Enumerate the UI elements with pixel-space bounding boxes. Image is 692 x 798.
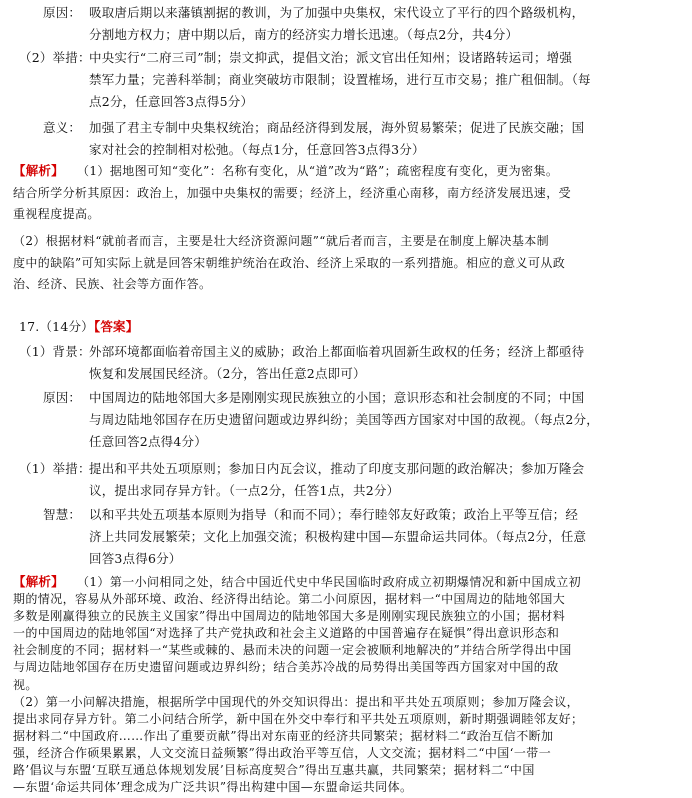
q17-analysis-line-13: —东盟‘命运共同体’理念成为广泛共识”得出构建中国—东盟命运共同体。 [13,780,413,794]
q17-analysis-line-4: 一的中国周边的陆地邻国“对选择了共产党执政和社会主义道路的中国普遍存在疑惧”得出意识形态和 [13,626,560,640]
q16-significance-line-2: 家对社会的控制相对松弛。（每点1分，任意回答3点得3分） [89,142,425,157]
q17-answer-tag: 【答案】 [93,319,139,334]
q16-analysis-line-4: （2）根据材料“就前者而言，主要是壮大经济资源问题”“就后者而言，主要是在制度上解决基本制 [13,234,550,248]
q17-analysis-line-3: 多数是刚赢得独立的民族主义国家”得出中国周边的陆地邻国大多是刚刚实现民族独立的小国；据材料 [13,609,566,623]
q16-analysis-line-2: 结合所学分析其原因：政治上，加强中央集权的需要；经济上，经济重心南移，南方经济发展迅速，受 [13,186,572,200]
q17-analysis-line-6: 与周边陆地邻国存在历史遗留问题或边界纠纷；结合美苏冷战的局势得出美国等西方国家对中国的敌 [13,660,559,674]
q16-measures-line-1: 中央实行“二府三司”制；崇文抑武，提倡文治；派文官出任知州；设诸路转运司；增强 [89,50,573,65]
q17-analysis-line-1: （1）第一小问相同之处，结合中国近代史中华民国临时政府成立初期爆情况和新中国成立初 [77,575,582,589]
q16-analysis-line-6: 治、经济、民族、社会等方面作答。 [13,277,212,291]
q16-analysis-line-1: （1）据地图可知“变化”：名称有变化，从“道”改为“路”；疏密程度有变化，更为密集。 [77,164,559,178]
q17-background-line-1: 外部环境都面临着帝国主义的威胁；政治上都面临着巩固新生政权的任务；经济上都亟待 [89,344,585,359]
q17-reason-line-1: 中国周边的陆地邻国大多是刚刚实现民族独立的小国；意识形态和社会制度的不同；中国 [89,390,585,405]
q17-wisdom-line-3: 回答3点得6分） [89,551,182,566]
q17-header [19,318,138,336]
q16-analysis-tag: 【解析】 [13,163,64,178]
q17-measures-line-1: 提出和平共处五项原则；参加日内瓦会议，推动了印度支那问题的政治解决；参加万隆会 [89,461,585,476]
q17-wisdom-label: 智慧： [43,507,82,522]
q17-analysis-line-2: 期的情况，容易从外部环境、政治、经济得出结论。第二小问原因，据材料一“中国周边的陆地邻国大 [13,592,566,606]
q16-analysis-line-5: 度中的缺陷”可知实际上就是回答宋朝维护统治在政治、经济上采取的一系列措施。相应的意义可从政 [13,256,566,270]
q16-reason-label: 原因： [43,5,82,20]
q17-analysis-line-8: （2）第一小问解决措施，根据所学中国现代的外交知识得出：提出和平共处五项原则；参加万隆会议， [13,695,580,709]
q17-measures-prefix: （1）举措： [19,461,91,476]
q17-analysis-tag: 【解析】 [13,574,64,589]
q17-number: 17.（14分） [19,319,94,334]
q17-reason-line-2: 与周边陆地邻国存在历史遗留问题或边界纠纷；美国等西方国家对中国的敌视。（每点2分， [89,412,599,427]
q17-analysis-line-7: 视。 [13,678,38,692]
q16-measures-prefix: （2）举措： [19,50,91,65]
q16-reason-line-1: 吸取唐后期以来藩镇割据的教训，为了加强中央集权，宋代设立了平行的四个路级机构， [89,5,585,20]
q16-reason-line-2: 分割地方权力；唐中期以后，南方的经济实力增长迅速。（每点2分，共4分） [89,27,519,42]
q17-reason-line-3: 任意回答2点得4分） [89,434,207,449]
q16-significance-line-1: 加强了君主专制中央集权统治；商品经济得到发展，海外贸易繁荣；促进了民族交融；国 [89,120,585,135]
q17-background-line-2: 恢复和发展国民经济。（2分，答出任意2点即可） [89,366,366,381]
q16-measures-line-3: 点2分，任意回答3点得5分） [89,94,254,109]
q17-measures-line-2: 议，提出求同存异方针。（一点2分，任答1点，共2分） [89,483,400,498]
q17-reason-label: 原因： [43,390,82,405]
q17-wisdom-line-1: 以和平共处五项基本原则为指导（和而不同）；奉行睦邻友好政策；政治上平等互信；经 [89,507,579,522]
q16-significance-label: 意义： [43,120,82,135]
q17-analysis-line-10: 据材料二“中国政府……作出了重要贡献”得出对东南亚的经济共同繁荣；据材料二“政治互信不断加 [13,729,554,743]
q16-measures-line-2: 禁军力量；完善科举制；商业突破坊市限制；设置榷场，进行互市交易；推广租佃制。（每 [89,72,591,87]
q17-analysis-line-9: 提出求同存异方针。第二小问结合所学，新中国在外交中奉行和平共处五项原则，新时期强调睦邻友好； [13,712,584,726]
q16-analysis-line-3: 重视程度提高。 [13,207,100,221]
q17-analysis-line-12: 路’倡议与东盟‘互联互通总体规划发展’目标高度契合”得出互惠共赢，共同繁荣；据材料二“中国 [13,763,535,777]
q17-wisdom-line-2: 济上共同发展繁荣；文化上加强交流；积极构建中国—东盟命运共同体。（每点2分，任意 [89,529,587,544]
q17-analysis-line-11: 强，经济合作硕果累累，人文交流日益频繁”得出政治平等互信，人文交流；据材料二“中国‘一带一 [13,746,552,760]
q17-background-prefix: （1）背景： [19,344,91,359]
q17-analysis-line-5: 社会制度的不同；据材料一“某些或棘的、悬而未决的问题一定会被顺利地解决的”并结合所学得出中国 [13,643,572,657]
